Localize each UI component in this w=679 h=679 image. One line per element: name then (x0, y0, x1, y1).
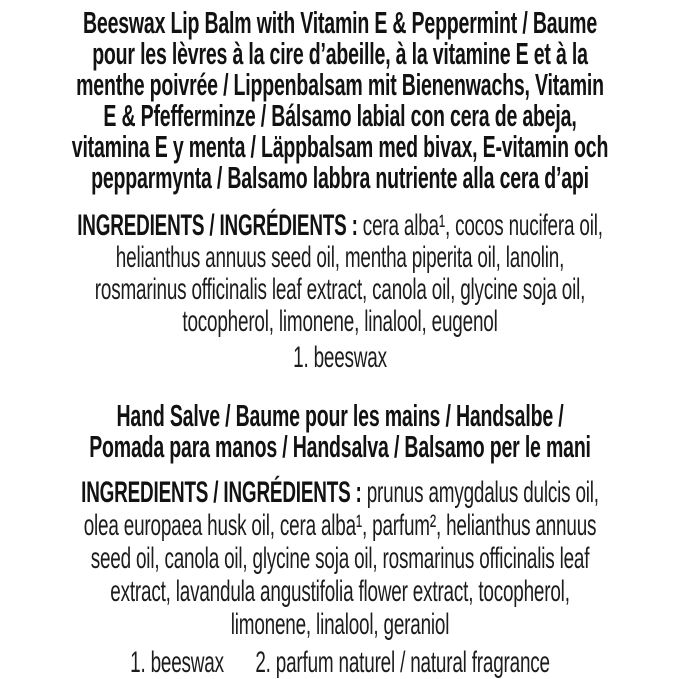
ingredients-text: cera alba¹, cocos nucifera oil, (357, 209, 603, 242)
ingredients-line: limonene, linalool, geraniol (230, 608, 449, 641)
title-line: pour les lèvres à la cire d’abeille, à la vitamine E et à la (91, 36, 588, 71)
ingredients-heading: INGREDIENTS / INGRÉDIENTS : (80, 476, 362, 509)
hand-salve-section (0, 400, 679, 679)
ingredients-line (0, 476, 679, 509)
footnote-beeswax: 1. beeswax (292, 341, 387, 374)
ingredients-line: olea europaea husk oil, cera alba¹, parfum², helianthus annuus (83, 509, 596, 542)
ingredients-line: rosmarinus officinalis leaf extract, canola oil, glycine soja oil, (94, 273, 585, 306)
hand-salve-product-title (0, 400, 679, 462)
ingredients-line: helianthus annuus seed oil, mentha piperita oil, lanolin, (115, 241, 564, 274)
lip-balm-product-title (0, 0, 679, 193)
hand-salve-ingredients-paragraph (0, 476, 679, 641)
ingredients-line: extract, lavandula angustifolia flower extract, tocopherol, (109, 575, 570, 608)
ingredients-line: seed oil, canola oil, glycine soja oil, rosmarinus officinalis leaf (90, 542, 589, 575)
ingredients-line: tocopherol, limonene, linalool, eugenol (181, 305, 498, 338)
hand-salve-footnotes (0, 647, 679, 679)
ingredients-heading: INGREDIENTS / INGRÉDIENTS : (76, 209, 358, 242)
title-line: Beeswax Lip Balm with Vitamin E & Peppermint / Baume (82, 5, 597, 40)
title-line: Pomada para manos / Handsalva / Balsamo per le mani (88, 429, 591, 464)
title-line: vitamina E y menta / Läppbalsam med bivax, E-vitamin och (71, 129, 608, 164)
ingredients-line (0, 210, 679, 242)
title-line: E & Pfefferminze / Bálsamo labial con cera de abeja, (102, 98, 577, 133)
title-line: pepparmynta / Balsamo labbra nutriente alla cera d’api (90, 160, 589, 195)
lip-balm-footnote (0, 342, 679, 374)
title-line: Hand Salve / Baume pour les mains / Handsalbe / (116, 398, 563, 433)
title-line: menthe poivrée / Lippenbalsam mit Bienenwachs, Vitamin (75, 67, 604, 102)
footnote-beeswax: 1. beeswax (129, 646, 224, 679)
lip-balm-ingredients-paragraph (0, 210, 679, 338)
footnote-natural-fragrance: 2. parfum naturel / natural fragrance (254, 646, 550, 679)
ingredients-text: prunus amygdalus dulcis oil, (361, 476, 599, 509)
